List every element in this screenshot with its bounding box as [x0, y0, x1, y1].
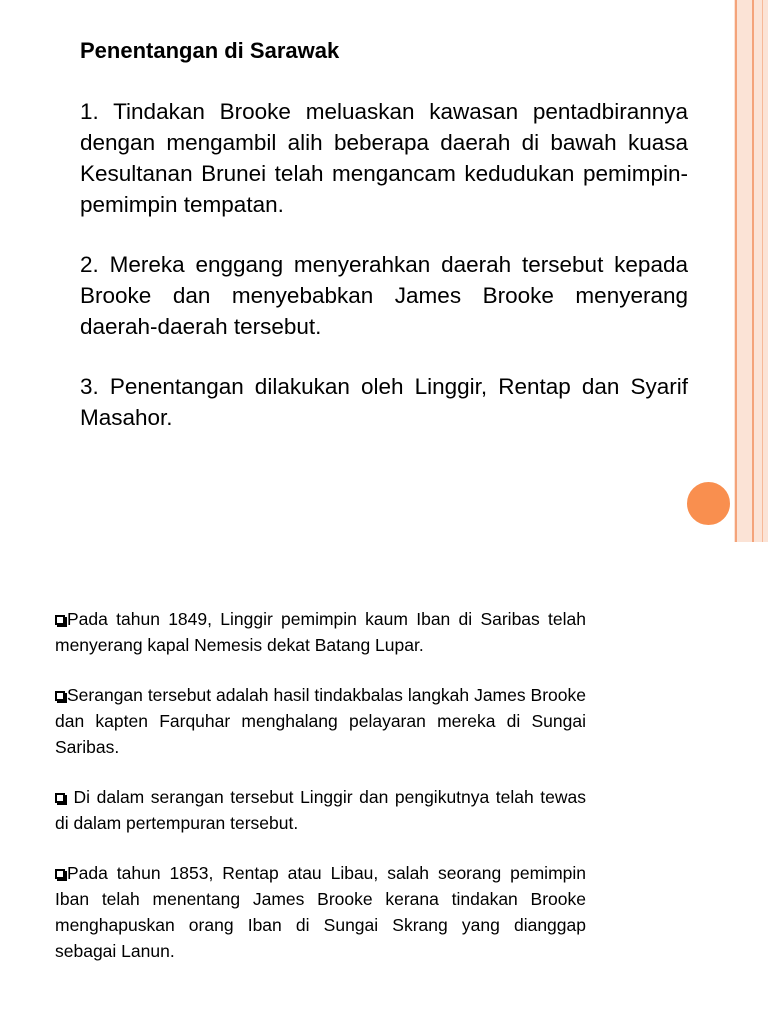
slide-body: [80, 96, 688, 462]
slide-2: [0, 542, 768, 1024]
notes-list: [55, 606, 586, 988]
point-2: 2. Mereka enggang menyerahkan daerah tersebut kepada Brooke dan menyebabkan James Brooke menyerang daerah-daerah tersebut.: [80, 252, 688, 339]
slide-border-line: [762, 0, 763, 542]
slide-title: Penentangan di Sarawak: [80, 38, 340, 63]
point-3: 3. Penentangan dilakukan oleh Linggir, Rentap dan Syarif Masahor.: [80, 374, 688, 430]
list-item: [55, 860, 586, 964]
orange-circle-decoration: [685, 480, 732, 527]
list-item: [55, 784, 586, 836]
hollow-square-bullet-icon: [55, 793, 65, 803]
point-1: 1. Tindakan Brooke meluaskan kawasan pentadbirannya dengan mengambil alih beberapa daerah di bawah kuasa Kesultanan Brunei telah mengancam kedudukan pemimpin-pemimpin tempatan.: [80, 99, 688, 217]
hollow-square-bullet-icon: [55, 869, 65, 879]
list-item-text: Serangan tersebut adalah hasil tindakbalas langkah James Brooke dan kapten Farquhar menghalang pelayaran mereka di Sungai Saribas.: [55, 685, 586, 757]
slide-border-line: [735, 0, 737, 542]
list-item-text: Di dalam serangan tersebut Linggir dan pengikutnya telah tewas di dalam pertempuran tersebut.: [55, 787, 586, 833]
list-item: [55, 606, 586, 658]
list-item-text: Pada tahun 1849, Linggir pemimpin kaum Iban di Saribas telah menyerang kapal Nemesis dekat Batang Lupar.: [55, 609, 586, 655]
slide-border-line: [752, 0, 754, 542]
list-item: [55, 682, 586, 760]
list-item-text: Pada tahun 1853, Rentap atau Libau, salah seorang pemimpin Iban telah menentang James Brooke kerana tindakan Brooke menghapuskan orang Iban di Sungai Skrang yang dianggap sebagai Lanun.: [55, 863, 586, 961]
hollow-square-bullet-icon: [55, 691, 65, 701]
hollow-square-bullet-icon: [55, 615, 65, 625]
